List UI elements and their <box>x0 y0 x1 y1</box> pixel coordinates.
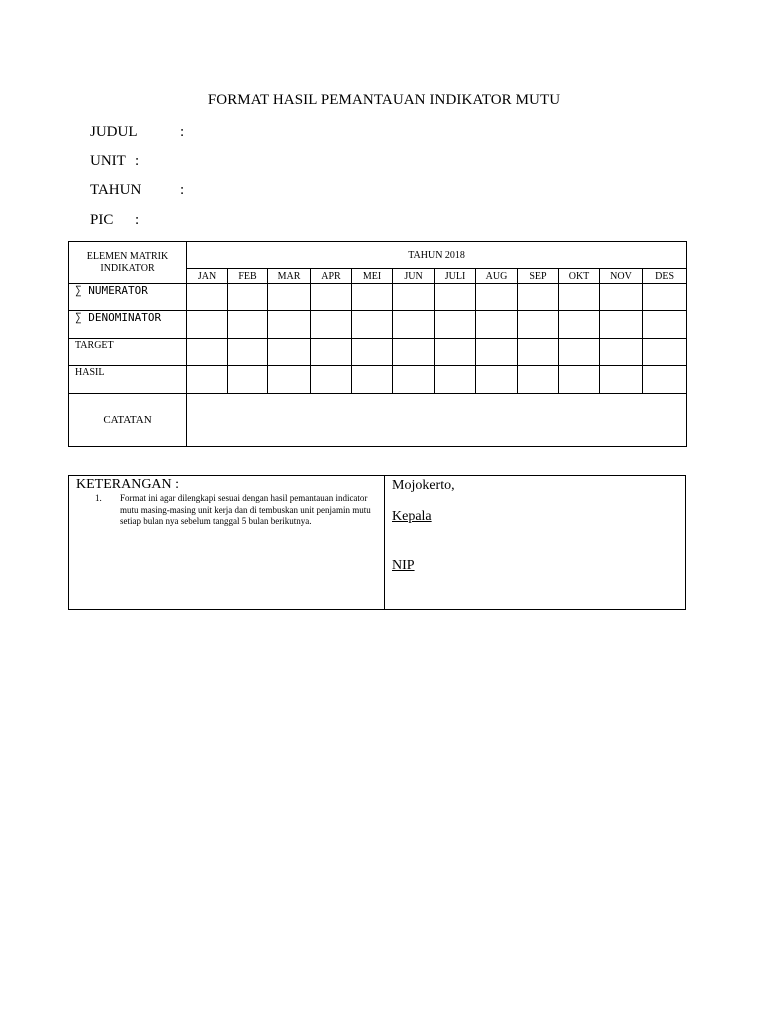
table-cell[interactable] <box>435 311 476 339</box>
row-label-target: TARGET <box>69 339 187 366</box>
table-cell[interactable] <box>643 311 687 339</box>
field-unit-colon: : <box>135 153 140 169</box>
table-cell[interactable] <box>311 311 352 339</box>
field-pic-colon: : <box>135 212 140 228</box>
table-cell[interactable] <box>311 339 352 366</box>
field-tahun-colon: : <box>180 182 185 198</box>
table-cell[interactable] <box>559 339 600 366</box>
row-label-numerator: ∑ NUMERATOR <box>69 284 187 311</box>
field-unit <box>90 153 140 170</box>
month-header: AUG <box>476 269 518 284</box>
field-tahun <box>90 182 185 199</box>
header-year: TAHUN 2018 <box>187 242 687 269</box>
table-cell[interactable] <box>600 311 643 339</box>
table-cell[interactable] <box>600 284 643 311</box>
field-pic <box>90 212 140 229</box>
table-cell[interactable] <box>268 339 311 366</box>
month-header: DES <box>643 269 687 284</box>
table-cell[interactable] <box>228 339 268 366</box>
table-cell[interactable] <box>311 284 352 311</box>
signature-section <box>385 476 685 609</box>
month-header: SEP <box>518 269 559 284</box>
table-cell[interactable] <box>268 311 311 339</box>
month-header: JAN <box>187 269 228 284</box>
table-cell[interactable] <box>435 339 476 366</box>
month-header: JULI <box>435 269 476 284</box>
catatan-cell[interactable] <box>187 394 687 447</box>
table-cell[interactable] <box>435 284 476 311</box>
table-cell[interactable] <box>559 284 600 311</box>
table-cell[interactable] <box>228 284 268 311</box>
table-row-numerator <box>69 284 687 311</box>
table-cell[interactable] <box>352 366 393 394</box>
field-judul <box>90 124 185 141</box>
table-cell[interactable] <box>352 339 393 366</box>
table-cell[interactable] <box>476 339 518 366</box>
keterangan-heading: KETERANGAN : <box>76 477 180 492</box>
month-header: FEB <box>228 269 268 284</box>
table-cell[interactable] <box>518 311 559 339</box>
table-cell[interactable] <box>268 366 311 394</box>
table-cell[interactable] <box>393 339 435 366</box>
table-cell[interactable] <box>643 339 687 366</box>
table-row-catatan <box>69 394 687 447</box>
keterangan-item-number: 1. <box>95 493 102 503</box>
table-cell[interactable] <box>559 311 600 339</box>
field-pic-label: PIC <box>90 212 114 228</box>
signature-nip: NIP <box>392 558 415 573</box>
table-cell[interactable] <box>435 366 476 394</box>
month-header: NOV <box>600 269 643 284</box>
table-cell[interactable] <box>643 366 687 394</box>
table-cell[interactable] <box>476 311 518 339</box>
table-cell[interactable] <box>187 311 228 339</box>
table-cell[interactable] <box>228 311 268 339</box>
month-header: OKT <box>559 269 600 284</box>
table-cell[interactable] <box>393 311 435 339</box>
indicator-matrix-table <box>68 241 687 447</box>
table-cell[interactable] <box>559 366 600 394</box>
row-label-catatan: CATATAN <box>69 394 187 447</box>
table-cell[interactable] <box>352 284 393 311</box>
table-cell[interactable] <box>311 366 352 394</box>
keterangan-item-text: Format ini agar dilengkapi sesuai dengan hasil pemantauan indicator mutu masing-masing unit kerja dan di tembuskan unit penjamin mutu setiap bulan nya sebelum tanggal 5 bulan berikutnya. <box>120 493 371 526</box>
table-cell[interactable] <box>228 366 268 394</box>
table-cell[interactable] <box>187 339 228 366</box>
table-cell[interactable] <box>600 366 643 394</box>
table-cell[interactable] <box>476 366 518 394</box>
keterangan-box <box>68 475 686 610</box>
header-elemen-matrik: ELEMEN MATRIK INDIKATOR <box>69 242 187 284</box>
table-cell[interactable] <box>393 284 435 311</box>
month-header: MEI <box>352 269 393 284</box>
table-cell[interactable] <box>518 339 559 366</box>
table-row-hasil <box>69 366 687 394</box>
month-header: APR <box>311 269 352 284</box>
table-cell[interactable] <box>518 366 559 394</box>
table-cell[interactable] <box>643 284 687 311</box>
table-cell[interactable] <box>352 311 393 339</box>
field-tahun-label: TAHUN <box>90 182 142 198</box>
table-cell[interactable] <box>268 284 311 311</box>
table-cell[interactable] <box>600 339 643 366</box>
table-cell[interactable] <box>187 366 228 394</box>
page-title: FORMAT HASIL PEMANTAUAN INDIKATOR MUTU <box>207 92 561 108</box>
field-judul-colon: : <box>180 124 185 140</box>
signature-city: Mojokerto, <box>392 478 455 493</box>
keterangan-section <box>69 476 385 609</box>
month-header: MAR <box>268 269 311 284</box>
field-judul-label: JUDUL <box>90 124 138 140</box>
table-cell[interactable] <box>476 284 518 311</box>
field-unit-label: UNIT <box>90 153 126 169</box>
month-header: JUN <box>393 269 435 284</box>
table-cell[interactable] <box>518 284 559 311</box>
table-row-denominator <box>69 311 687 339</box>
table-cell[interactable] <box>187 284 228 311</box>
row-label-hasil: HASIL <box>69 366 187 394</box>
row-label-denominator: ∑ DENOMINATOR <box>69 311 187 339</box>
signature-role: Kepala <box>392 509 432 524</box>
table-row-target <box>69 339 687 366</box>
table-cell[interactable] <box>393 366 435 394</box>
